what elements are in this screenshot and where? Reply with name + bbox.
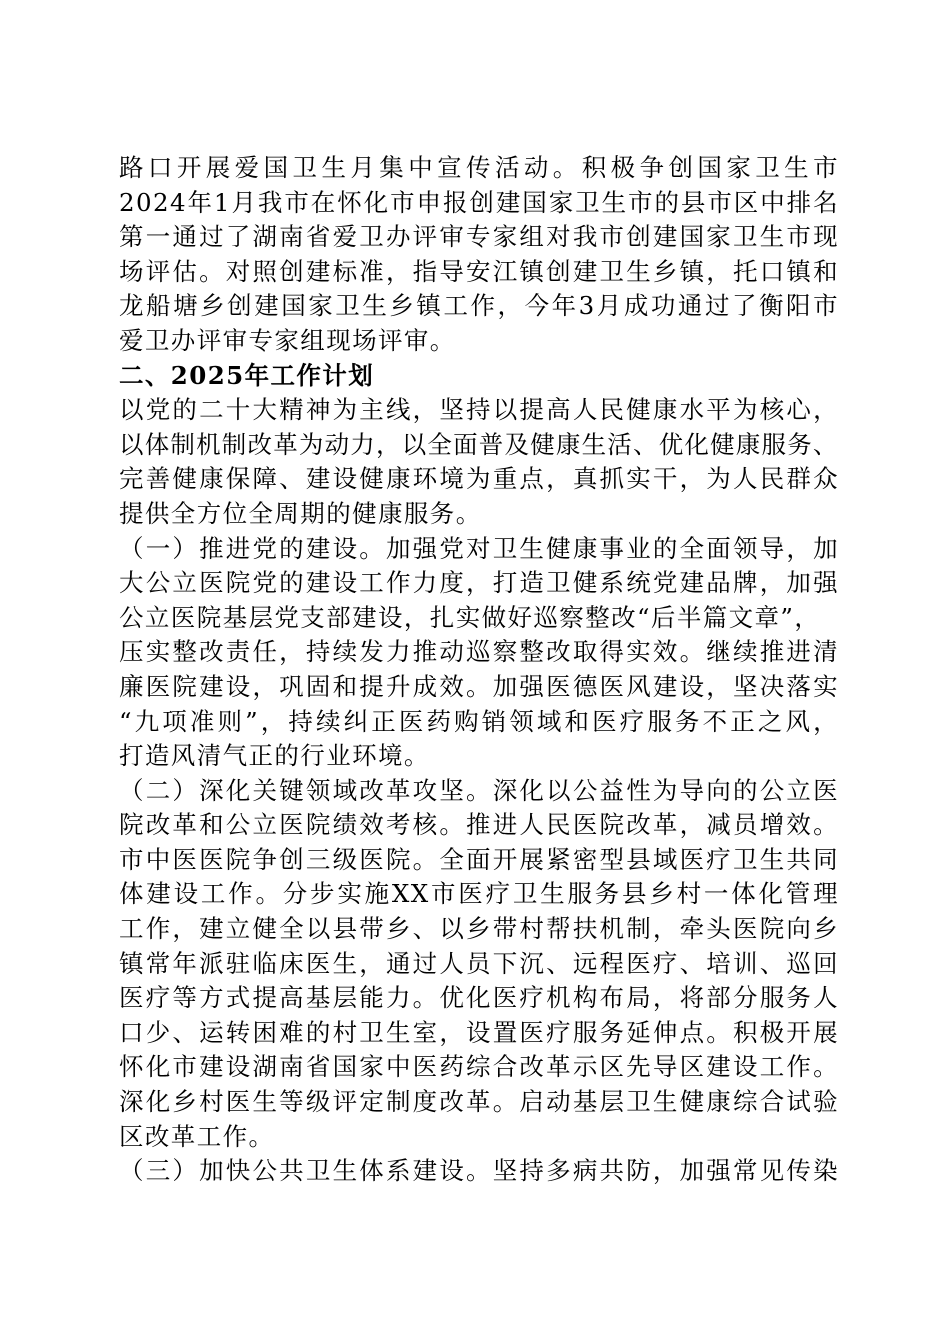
text-line: 路口开展爱国卫生月集中宣传活动。积极争创国家卫生市 [119, 153, 839, 182]
text-line: 市中医医院争创三级医院。全面开展紧密型县域医疗卫生共同 [119, 844, 839, 874]
text-line: 体建设工作。分步实施XX市医疗卫生服务县乡村一体化管理 [119, 879, 839, 909]
text-line: 压实整改责任，持续发力推动巡察整改取得实效。继续推进清 [119, 637, 839, 667]
text-line: 爱卫办评审专家组现场评审。 [119, 325, 456, 355]
text-line: 廉医院建设，巩固和提升成效。加强医德医风建设，坚决落实 [119, 671, 839, 701]
text-line: 镇常年派驻临床医生，通过人员下沉、远程医疗、培训、巡回 [119, 948, 839, 978]
text-line: 怀化市建设湖南省国家中医药综合改革示区先导区建设工作。 [119, 1052, 839, 1082]
text-line: 提供全方位全周期的健康服务。 [119, 498, 482, 528]
text-line: 以党的二十大精神为主线，坚持以提高人民健康水平为核心， [119, 395, 839, 425]
text-line: （一）推进党的建设。加强党对卫生健康事业的全面领导，加 [119, 533, 839, 563]
text-line: 龙船塘乡创建国家卫生乡镇工作，今年3月成功通过了衡阳市 [119, 291, 839, 321]
text-line: 完善健康保障、建设健康环境为重点，真抓实干，为人民群众 [119, 464, 839, 494]
text-line: 2024年1月我市在怀化市申报创建国家卫生市的县市区中排名 [119, 187, 839, 217]
text-line: 大公立医院党的建设工作力度，打造卫健系统党建品牌，加强 [119, 568, 839, 598]
section-heading: 二、2025年工作计划 [119, 360, 375, 390]
text-line: 第一通过了湖南省爱卫办评审专家组对我市创建国家卫生市现 [119, 222, 839, 252]
text-line: 口少、运转困难的村卫生室，设置医疗服务延伸点。积极开展 [119, 1017, 839, 1047]
text-line: 医疗等方式提高基层能力。优化医疗机构布局，将部分服务人 [119, 983, 839, 1013]
text-line: （三）加快公共卫生体系建设。坚持多病共防，加强常见传染 [119, 1156, 839, 1186]
text-line: 公立医院基层党支部建设，扎实做好巡察整改“后半篇文章”， [119, 602, 821, 632]
text-line: 院改革和公立医院绩效考核。推进人民医院改革，减员增效。 [119, 810, 839, 840]
text-line: 区改革工作。 [119, 1121, 275, 1151]
document-body [119, 151, 839, 1189]
text-line: “九项准则”，持续纠正医药购销领域和医疗服务不正之风， [119, 706, 839, 736]
text-line: 打造风清气正的行业环境。 [119, 741, 430, 771]
text-line: 场评估。对照创建标准，指导安江镇创建卫生乡镇，托口镇和 [119, 256, 839, 286]
text-line: 工作，建立健全以县带乡、以乡带村帮扶机制，牵头医院向乡 [119, 914, 839, 944]
text-line: 深化乡村医生等级评定制度改革。启动基层卫生健康综合试验 [119, 1087, 839, 1117]
text-line: 以体制机制改革为动力，以全面普及健康生活、优化健康服务、 [119, 429, 839, 459]
text-line: （二）深化关键领域改革攻坚。深化以公益性为导向的公立医 [119, 775, 839, 805]
